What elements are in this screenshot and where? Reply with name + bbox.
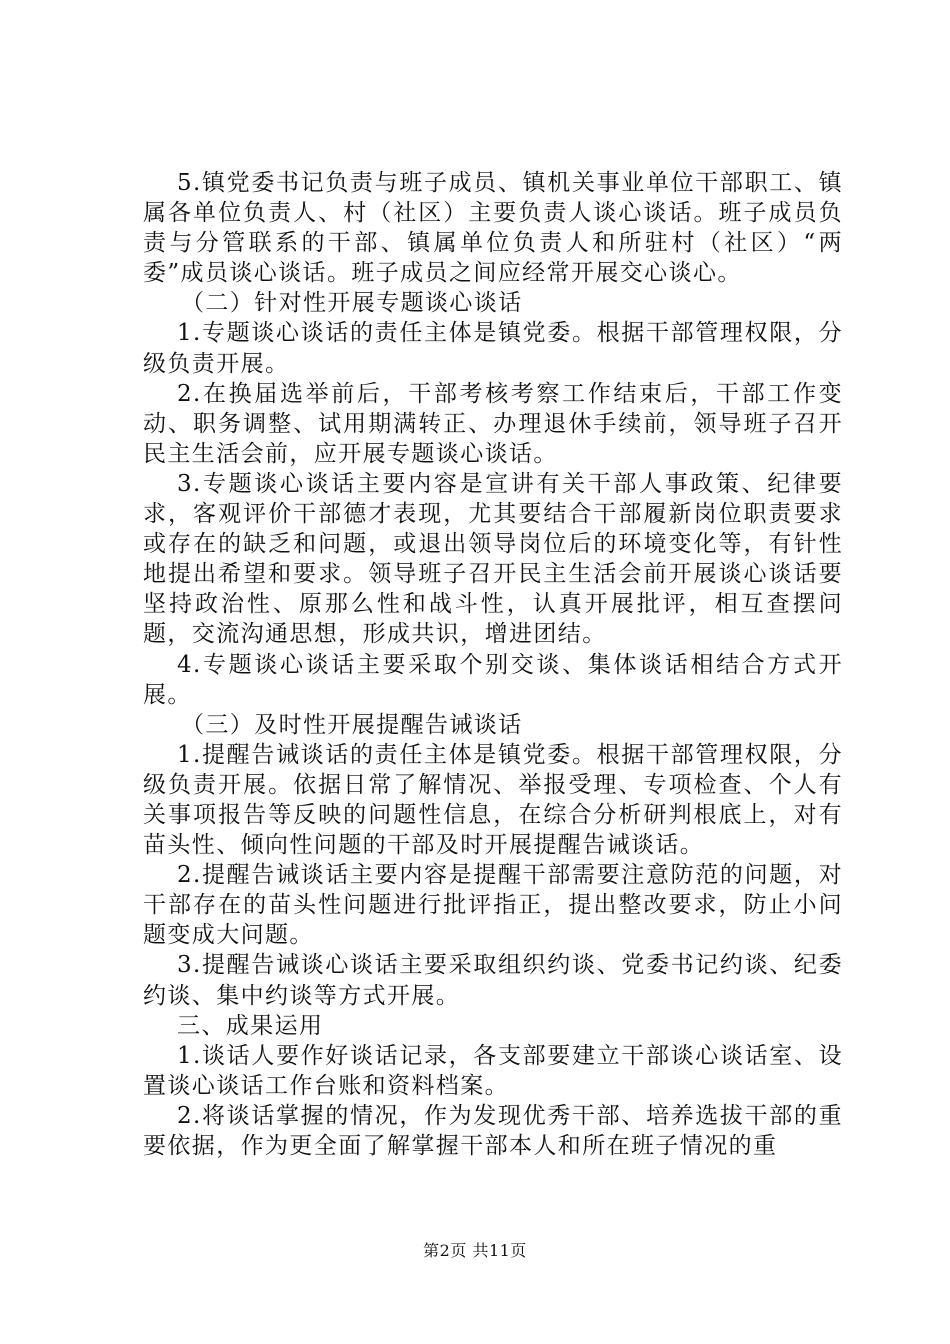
paragraph-results-1: 1.谈话人要作好谈话记录，各支部要建立干部谈心谈话室、设置谈心谈话工作台账和资料档案。 — [143, 1042, 843, 1099]
paragraph-5-secretary-talks: 5.镇党委书记负责与班子成员、镇机关事业单位干部职工、镇属各单位负责人、村（社区）主要负责人谈心谈话。班子成员负责与分管联系的干部、镇属单位负责人和所驻村（社区）“两委”成员谈心谈话。班子成员之间应经常开展交心谈心。 — [143, 170, 843, 287]
paragraph-special-3: 3.专题谈心谈话主要内容是宣讲有关干部人事政策、纪律要求，客观评价干部德才表现，尤其要结合干部履新岗位职责要求或存在的缺乏和问题，或退出领导岗位后的环境变化等，有针性地提出希望和要求。领导班子召开民主生活会前开展谈心谈话要坚持政治性、原那么性和战斗性，认真开展批评，相互查摆问题，交流沟通思想，形成共识，增进团结。 — [143, 470, 843, 648]
paragraph-reminder-3: 3.提醒告诫谈心谈话主要采取组织约谈、党委书记约谈、纪委约谈、集中约谈等方式开展。 — [143, 952, 843, 1009]
paragraph-reminder-2: 2.提醒告诫谈话主要内容是提醒干部需要注意防范的问题，对干部存在的苗头性问题进行批评指正，提出整改要求，防止小问题变成大问题。 — [143, 862, 843, 949]
document-body — [143, 168, 843, 1161]
paragraph-results-2: 2.将谈话掌握的情况，作为发现优秀干部、培养选拔干部的重要依据，作为更全面了解掌握干部本人和所在班子情况的重 — [143, 1102, 843, 1159]
section-heading-results: 三、成果运用 — [177, 1012, 324, 1039]
paragraph-special-2: 2.在换届选举前后，干部考核考察工作结束后，干部工作变动、职务调整、试用期满转正、办理退休手续前，领导班子召开民主生活会前，应开展专题谈心谈话。 — [143, 380, 843, 467]
paragraph-reminder-1: 1.提醒告诫谈话的责任主体是镇党委。根据干部管理权限，分级负责开展。依据日常了解情况、举报受理、专项检查、个人有关事项报告等反映的问题性信息，在综合分析研判根底上，对有苗头性、倾向性问题的干部及时开展提醒告诫谈话。 — [143, 741, 843, 859]
section-heading-reminder-talks: （三）及时性开展提醒告诫谈话 — [181, 711, 523, 738]
page-footer: 第2页 共11页 — [423, 1241, 527, 1260]
section-heading-special-talks: （二）针对性开展专题谈心谈话 — [181, 290, 523, 317]
paragraph-special-4: 4.专题谈心谈话主要采取个别交谈、集体谈话相结合方式开展。 — [143, 651, 843, 708]
paragraph-special-1: 1.专题谈心谈话的责任主体是镇党委。根据干部管理权限，分级负责开展。 — [143, 320, 843, 377]
